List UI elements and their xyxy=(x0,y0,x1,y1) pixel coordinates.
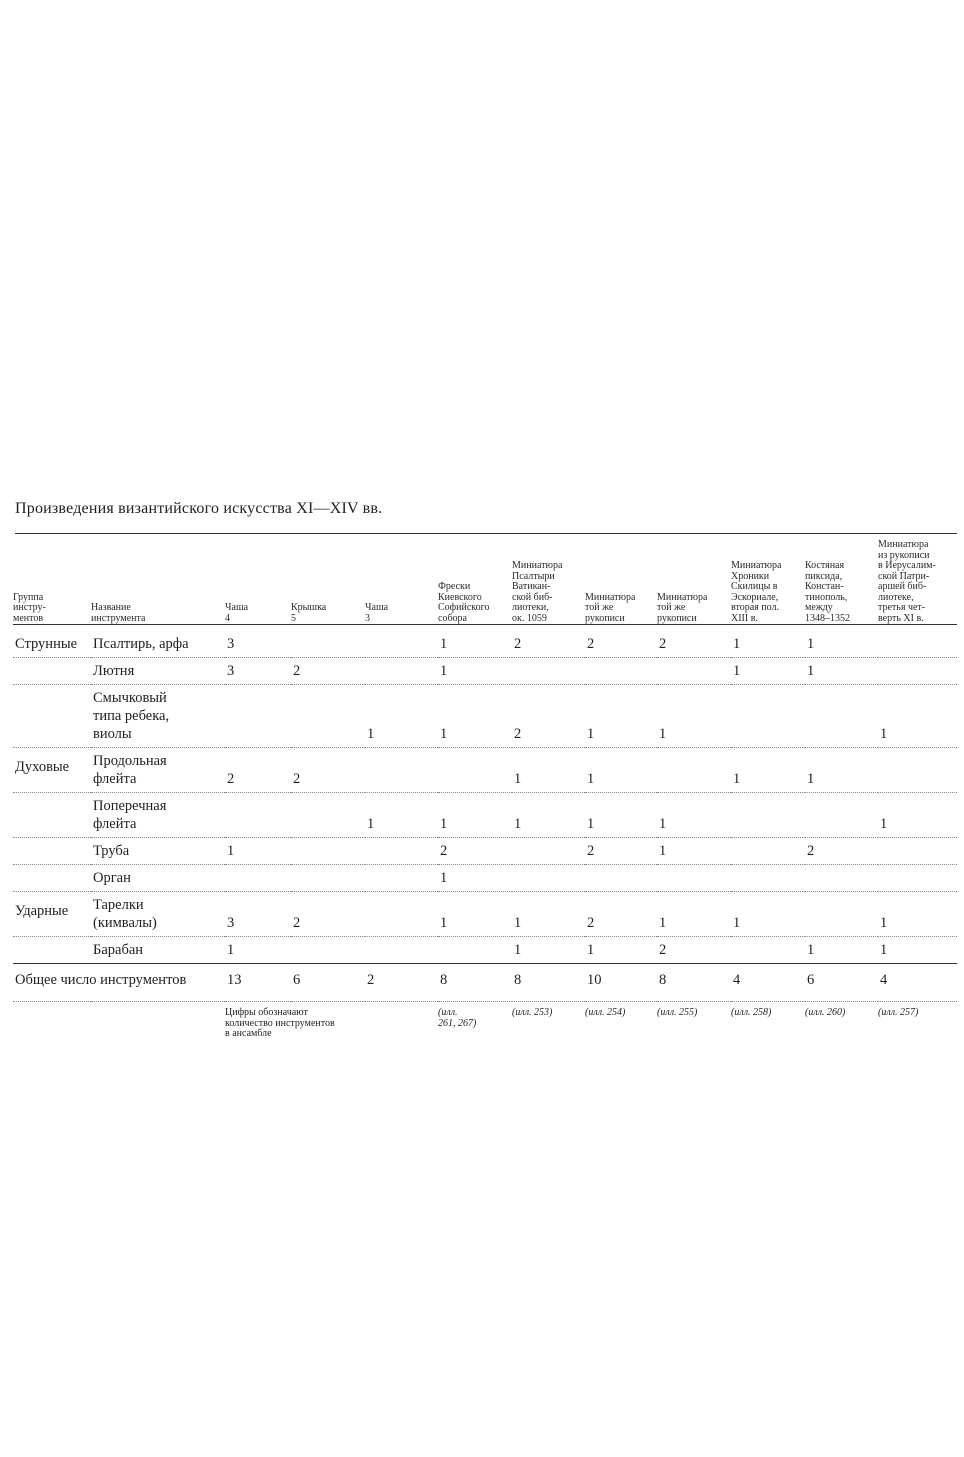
table-row xyxy=(13,793,957,838)
count-cell: 2 xyxy=(512,625,585,658)
count-cell: 1 xyxy=(438,658,512,685)
column-header xyxy=(805,534,878,625)
count-cell: 2 xyxy=(291,658,365,685)
count-cell: 3 xyxy=(225,892,291,937)
column-header-text: Фрески Киевского Софийского собора xyxy=(438,581,490,624)
count-cell: 1 xyxy=(731,748,805,793)
column-header xyxy=(585,534,657,625)
count-cell xyxy=(731,685,805,748)
page-title: Произведения византийского искусства XI—XIV вв. xyxy=(15,500,383,517)
count-cell: 1 xyxy=(805,625,878,658)
count-cell: 1 xyxy=(512,748,585,793)
count-cell xyxy=(291,937,365,964)
count-cell xyxy=(291,625,365,658)
count-cell: 1 xyxy=(657,892,731,937)
count-cell xyxy=(225,685,291,748)
total-cell: 4 xyxy=(878,964,957,1002)
count-cell: 1 xyxy=(805,748,878,793)
column-header-text: Чаша 3 xyxy=(365,602,389,624)
column-header-text: Группа инстру- ментов xyxy=(13,591,46,624)
table-row xyxy=(13,658,957,685)
group-cell: Духовые xyxy=(13,748,91,793)
group-cell xyxy=(13,685,91,748)
count-cell: 2 xyxy=(805,838,878,865)
illustration-ref: (илл. 253) xyxy=(512,1007,553,1018)
column-header-text: Миниатюра Псалтыри Ватикан- ской биб- лиотеки, ок. 1059 xyxy=(512,560,563,624)
group-cell xyxy=(13,865,91,892)
count-cell: 1 xyxy=(657,685,731,748)
column-header xyxy=(291,534,365,625)
count-cell xyxy=(365,838,438,865)
total-cell: 6 xyxy=(805,964,878,1002)
count-cell xyxy=(805,793,878,838)
count-cell xyxy=(731,865,805,892)
total-cell: 8 xyxy=(512,964,585,1002)
count-cell xyxy=(657,748,731,793)
group-cell xyxy=(13,838,91,865)
count-cell: 2 xyxy=(585,892,657,937)
count-cell: 2 xyxy=(291,892,365,937)
count-cell: 2 xyxy=(585,838,657,865)
table-row xyxy=(13,865,957,892)
count-cell: 1 xyxy=(438,625,512,658)
count-cell: 2 xyxy=(657,625,731,658)
column-header-text: Чаша 4 xyxy=(225,602,249,624)
count-cell xyxy=(805,685,878,748)
instrument-table xyxy=(13,534,957,1040)
table-row xyxy=(13,937,957,964)
count-cell xyxy=(731,838,805,865)
count-cell xyxy=(438,748,512,793)
total-label: Общее число инструментов xyxy=(13,964,225,1002)
column-header xyxy=(657,534,731,625)
count-cell xyxy=(878,838,957,865)
illustration-ref: (илл. 261, 267) xyxy=(438,1007,477,1029)
count-cell xyxy=(365,937,438,964)
count-cell: 1 xyxy=(878,685,957,748)
instrument-name: Барабан xyxy=(91,937,225,964)
total-cell: 8 xyxy=(657,964,731,1002)
count-cell: 2 xyxy=(438,838,512,865)
table-row xyxy=(13,685,957,748)
instrument-name: Орган xyxy=(91,865,225,892)
instrument-name: Продольная флейта xyxy=(91,748,225,793)
column-header xyxy=(731,534,805,625)
count-cell: 3 xyxy=(225,658,291,685)
count-cell: 1 xyxy=(365,685,438,748)
count-cell xyxy=(657,865,731,892)
column-header xyxy=(225,534,291,625)
count-cell xyxy=(225,865,291,892)
group-cell xyxy=(13,937,91,964)
column-header-text: Миниатюра из рукописи в Иерусалим- ской Патри- аршей биб- лиотеке, третья чет- верть XI в. xyxy=(878,539,936,624)
notes-spacer xyxy=(91,1002,225,1040)
illustration-ref: (илл. 257) xyxy=(878,1007,919,1018)
total-cell: 4 xyxy=(731,964,805,1002)
instrument-name: Псалтирь, арфа xyxy=(91,625,225,658)
column-header-text: Костяная пиксида, Констан- тинополь, между 1348–1352 xyxy=(805,560,850,624)
count-cell: 1 xyxy=(512,892,585,937)
group-cell: Струнные xyxy=(13,625,91,658)
count-cell xyxy=(878,658,957,685)
table-row xyxy=(13,748,957,793)
column-header xyxy=(878,534,957,625)
count-cell: 1 xyxy=(657,793,731,838)
count-cell xyxy=(291,838,365,865)
count-cell xyxy=(365,892,438,937)
count-cell xyxy=(657,658,731,685)
count-cell xyxy=(585,865,657,892)
count-cell xyxy=(365,748,438,793)
count-cell: 2 xyxy=(291,748,365,793)
count-cell xyxy=(365,658,438,685)
count-cell xyxy=(512,658,585,685)
group-cell xyxy=(13,658,91,685)
count-cell: 1 xyxy=(805,658,878,685)
count-cell: 1 xyxy=(585,685,657,748)
group-cell xyxy=(13,793,91,838)
count-cell: 2 xyxy=(657,937,731,964)
total-cell: 2 xyxy=(365,964,438,1002)
notes-spacer xyxy=(13,1002,91,1040)
column-header xyxy=(91,534,225,625)
count-cell xyxy=(731,937,805,964)
count-cell: 2 xyxy=(512,685,585,748)
count-cell: 1 xyxy=(731,658,805,685)
instrument-name: Поперечная флейта xyxy=(91,793,225,838)
notes-row xyxy=(13,1002,957,1040)
column-header-text: Миниатюра той же рукописи xyxy=(585,591,636,624)
column-header-text: Миниатюра той же рукописи xyxy=(657,591,708,624)
count-cell: 2 xyxy=(585,625,657,658)
count-cell xyxy=(291,685,365,748)
count-cell xyxy=(365,865,438,892)
instrument-name: Тарелки (кимвалы) xyxy=(91,892,225,937)
count-cell xyxy=(878,865,957,892)
count-cell xyxy=(878,748,957,793)
count-cell: 1 xyxy=(805,937,878,964)
instrument-name: Лютня xyxy=(91,658,225,685)
count-cell: 1 xyxy=(878,892,957,937)
count-cell: 1 xyxy=(225,838,291,865)
count-cell: 1 xyxy=(878,937,957,964)
count-cell xyxy=(291,865,365,892)
count-cell: 3 xyxy=(225,625,291,658)
count-cell: 1 xyxy=(585,937,657,964)
count-cell xyxy=(731,793,805,838)
total-cell: 13 xyxy=(225,964,291,1002)
count-cell: 1 xyxy=(585,748,657,793)
group-cell: Ударные xyxy=(13,892,91,937)
count-cell xyxy=(225,793,291,838)
illustration-ref: (илл. 258) xyxy=(731,1007,772,1018)
column-header-text: Название инструмента xyxy=(91,602,146,624)
count-cell: 1 xyxy=(878,793,957,838)
legend-note: Цифры обозначают количество инструментов в ансамбле xyxy=(225,1007,335,1039)
instrument-name: Труба xyxy=(91,838,225,865)
count-cell xyxy=(365,625,438,658)
header-row xyxy=(13,534,957,625)
count-cell: 1 xyxy=(512,937,585,964)
count-cell xyxy=(878,625,957,658)
count-cell xyxy=(585,658,657,685)
total-cell: 10 xyxy=(585,964,657,1002)
illustration-ref: (илл. 255) xyxy=(657,1007,698,1018)
count-cell: 1 xyxy=(731,625,805,658)
total-cell: 8 xyxy=(438,964,512,1002)
table-row xyxy=(13,625,957,658)
total-row xyxy=(13,964,957,1002)
instrument-name: Смычковый типа ребека, виолы xyxy=(91,685,225,748)
illustration-ref: (илл. 260) xyxy=(805,1007,846,1018)
count-cell: 1 xyxy=(657,838,731,865)
column-header xyxy=(13,534,91,625)
column-header-text: Крышка 5 xyxy=(291,602,327,624)
count-cell xyxy=(438,937,512,964)
column-header xyxy=(512,534,585,625)
count-cell: 1 xyxy=(438,685,512,748)
count-cell xyxy=(512,865,585,892)
count-cell xyxy=(291,793,365,838)
total-cell: 6 xyxy=(291,964,365,1002)
count-cell: 1 xyxy=(438,793,512,838)
count-cell: 1 xyxy=(585,793,657,838)
column-header xyxy=(438,534,512,625)
column-header xyxy=(365,534,438,625)
table-row xyxy=(13,838,957,865)
column-header-text: Миниатюра Хроники Скилицы в Эскориале, вторая пол. XIII в. xyxy=(731,560,782,624)
count-cell: 1 xyxy=(438,865,512,892)
count-cell: 1 xyxy=(512,793,585,838)
count-cell: 1 xyxy=(731,892,805,937)
count-cell xyxy=(805,892,878,937)
table-row xyxy=(13,892,957,937)
count-cell xyxy=(805,865,878,892)
count-cell: 1 xyxy=(365,793,438,838)
count-cell: 1 xyxy=(225,937,291,964)
illustration-ref: (илл. 254) xyxy=(585,1007,626,1018)
count-cell: 1 xyxy=(438,892,512,937)
count-cell xyxy=(512,838,585,865)
count-cell: 2 xyxy=(225,748,291,793)
